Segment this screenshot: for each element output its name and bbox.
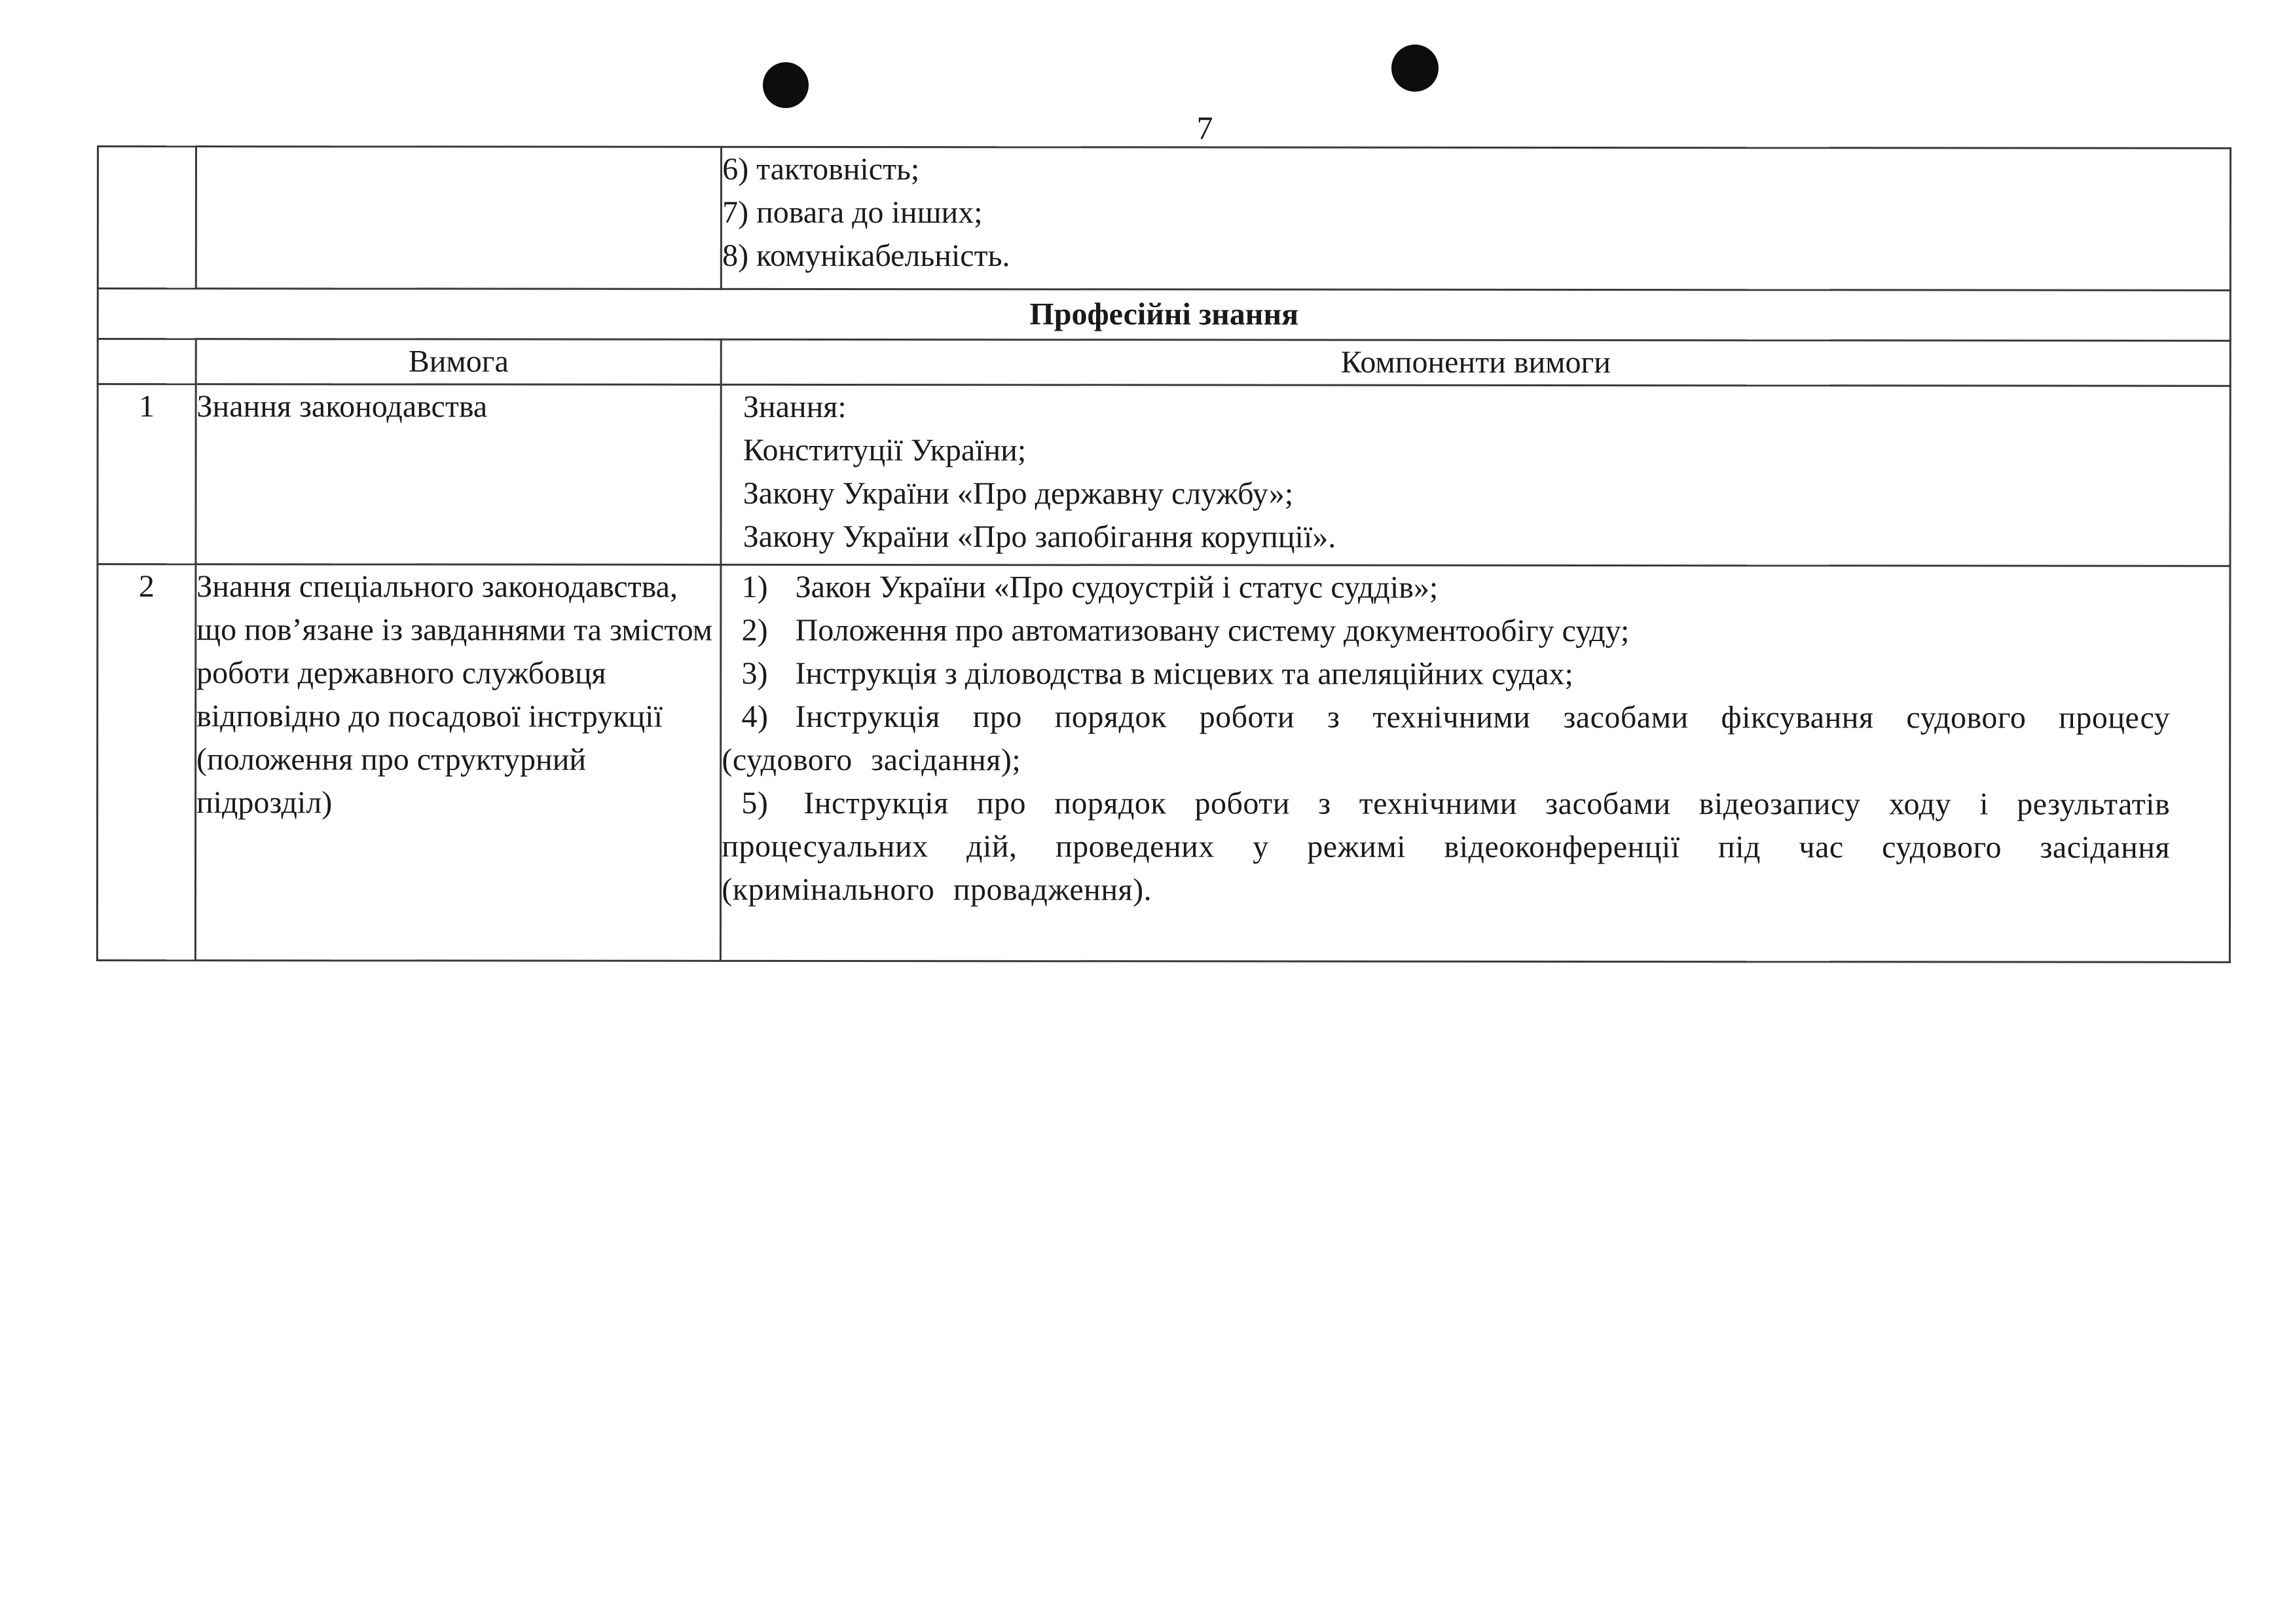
header-components: Компоненти вимоги [721, 339, 2230, 386]
empty-cell [98, 147, 196, 289]
punch-hole-left [763, 62, 809, 108]
list-item: 5) Інструкція про порядок роботи з технічними засобами відеозапису ходу і результатів процесуальних дій, проведених у режимі відеоконференції під час судового засідання (кримінального провадження). [722, 785, 2171, 908]
header-requirement: Вимога [196, 339, 721, 385]
list-item: 7) повага до інших; [722, 194, 983, 231]
list-item: Закону України «Про державну службу»; [743, 475, 1294, 511]
empty-cell [196, 147, 722, 289]
table-row [97, 564, 2230, 963]
list-item: Знання: [743, 389, 847, 424]
list-item: 6) тактовність; [722, 151, 920, 187]
list-item: Конституції України; [743, 432, 1027, 468]
requirements-table [96, 145, 2231, 963]
list-item: Закону України «Про запобігання корупції». [743, 519, 1336, 555]
row-number: 1 [98, 384, 196, 564]
page-number: 7 [1196, 109, 1213, 146]
list-item: 3) Інструкція з діловодства в місцевих та апеляційних судах; [741, 655, 1573, 692]
list-item: 1) Закон України «Про судоустрій і статус суддів»; [741, 569, 1439, 605]
header-row [98, 339, 2230, 386]
competence-list [722, 147, 2231, 290]
requirement-cell: Знання законодавства [196, 384, 722, 565]
list-item: 2) Положення про автоматизовану систему документообігу суду; [741, 612, 1630, 649]
table-row [98, 384, 2230, 566]
empty-cell [98, 339, 196, 384]
list-item: 8) комунікабельність. [722, 238, 1010, 274]
components-cell [721, 564, 2230, 962]
row-number: 2 [97, 564, 195, 961]
list-item: 4) Інструкція про порядок роботи з технічними засобами фіксування судового процесу (судового засідання); [722, 699, 2171, 778]
requirement-cell: Знання спеціального законодавства, що пов’язане із завданнями та змістом роботи державного службовця відповідно до посадової інструкції (положення про структурний підрозділ) [195, 564, 721, 961]
punch-hole-right [1391, 45, 1439, 92]
components-cell [721, 384, 2230, 566]
section-row [98, 289, 2230, 341]
section-title: Професійні знання [98, 289, 2230, 341]
table-row [98, 147, 2230, 291]
